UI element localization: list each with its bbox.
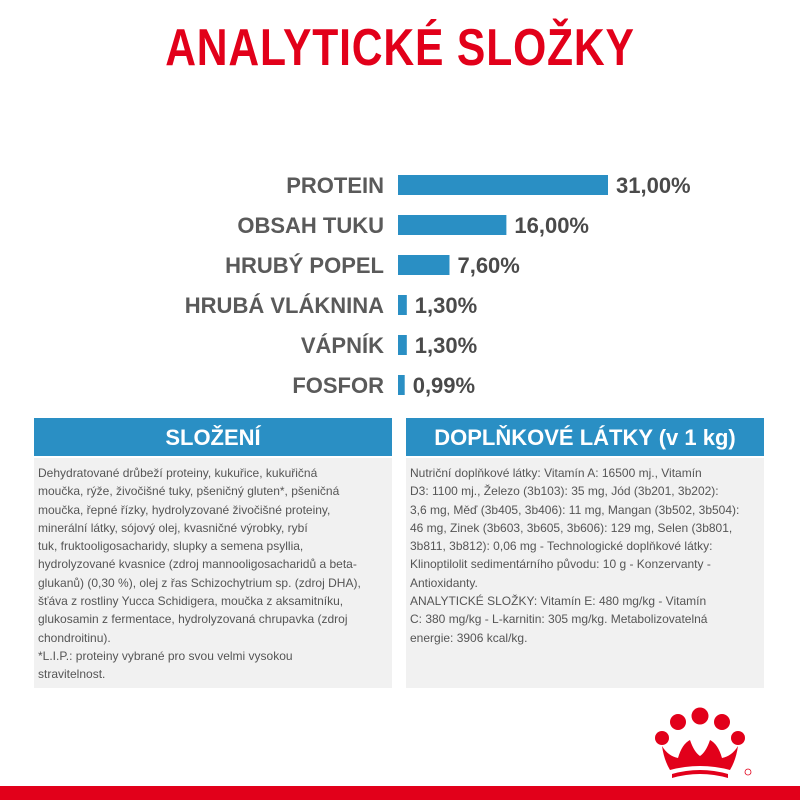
bar [398,295,407,315]
additives-line: 3b811, 3b812): 0,06 mg - Technologické doplňkové látky: [410,539,713,554]
bar [398,375,405,395]
additives-text [406,458,764,688]
bar [398,175,608,195]
bar [398,255,449,275]
composition-line: Dehydratované drůbeží proteiny, kukuřice, kukuřičná [38,466,318,480]
additives-line: D3: 1100 mj., Železo (3b103): 35 mg, Jód (3b201, 3b202): [410,484,719,499]
category-label: OBSAH TUKU [237,213,384,238]
royal-canin-crown-icon [648,700,758,780]
value-label: 1,30% [414,293,478,318]
value-label: 7,60% [457,253,520,278]
composition-line: *L.I.P.: proteiny vybrané pro svou velmi vysokou [38,648,293,663]
additives-line: Antioxidanty. [410,575,478,590]
additives-line: 3,6 mg, Měď (3b405, 3b406): 11 mg, Mangan (3b502, 3b504): [410,502,740,517]
page-title: ANALYTICKÉ SLOŽKY [165,19,635,77]
category-label: VÁPNÍK [300,333,384,358]
composition-line: moučka, rýže, živočišné tuky, pšeničný gluten*, pšeničná [38,484,340,499]
composition-line: minerální látky, sójový olej, kvasničné výrobky, rybí [38,520,308,535]
category-label: FOSFOR [292,373,384,398]
category-label: HRUBÁ VLÁKNINA [184,293,384,318]
value-label: 1,30% [414,333,478,358]
composition-line: tuk, fruktooligosacharidy, slupky a semena psyllia, [38,539,304,554]
bar [398,215,506,235]
additives-line: ANALYTICKÉ SLOŽKY: Vitamín E: 480 mg/kg - Vitamín [410,594,707,609]
nutrient-bar-chart [0,160,800,400]
composition-line: hydrolyzované kvasnice (zdroj mannooligosacharidů a beta- [38,557,357,572]
additives-heading-label: DOPLŇKOVÉ LÁTKY (v 1 kg) [434,425,736,450]
value-label: 0,99% [412,373,476,398]
value-label: 31,00% [616,173,691,198]
category-label: PROTEIN [286,173,384,198]
composition-text [34,458,392,688]
additives-line: C: 380 mg/kg - L-karnitin: 305 mg/kg. Metabolizovatelná [410,612,708,627]
bar [398,335,407,355]
composition-line: glukanů) (0,30 %), olej z řas Schizochytrium sp. (zdroj DHA), [38,575,361,590]
composition-line: šťáva z rostliny Yucca Schidigera, moučka z aksamitníku, [38,594,344,609]
category-label: HRUBÝ POPEL [225,253,384,278]
additives-line: energie: 3906 kcal/kg. [410,630,528,645]
additives-line: Klinoptilolit sedimentárního původu: 10 g - Konzervanty - [410,557,711,572]
additives-heading [406,418,764,458]
composition-line: chondroitinu). [38,630,111,645]
composition-heading [34,418,392,458]
additives-line: 46 mg, Zinek (3b603, 3b605, 3b606): 129 mg, Selen (3b801, [410,520,733,535]
value-label: 16,00% [514,213,590,238]
bottom-brand-bar [0,786,800,800]
composition-heading-label: SLOŽENÍ [165,425,261,450]
composition-line: glukosamin z fermentace, hydrolyzovaná chrupavka (zdroj [38,612,348,627]
composition-line: stravitelnost. [38,667,106,682]
additives-line: Nutriční doplňkové látky: Vitamín A: 16500 mj., Vitamín [410,466,702,480]
composition-line: moučka, řepné řízky, hydrolyzované živočišné proteiny, [38,502,331,517]
